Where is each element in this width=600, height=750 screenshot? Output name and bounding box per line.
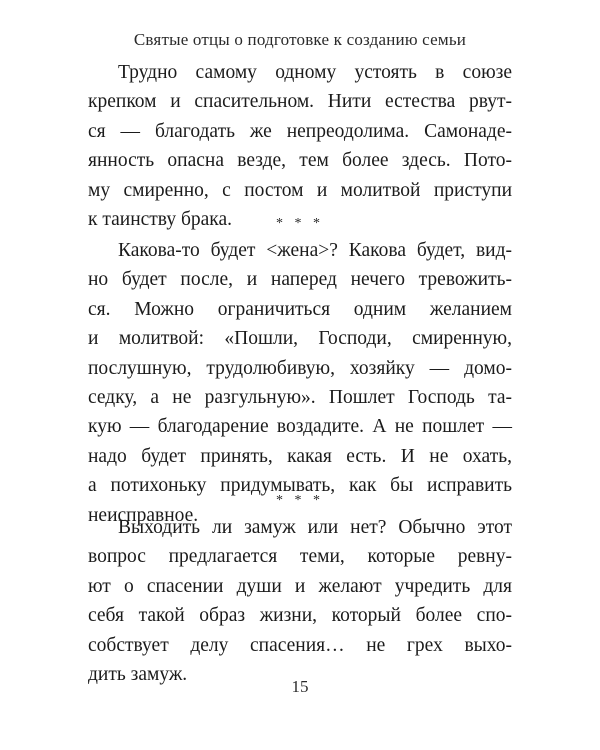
paragraph-line: послушную, трудолюбивую, хозяйку — домо-: [88, 357, 512, 379]
paragraph-line: неисправное.: [88, 504, 199, 526]
paragraph-1: [88, 58, 512, 234]
paragraph-line: янность опасна везде, тем более здесь. Пото-: [88, 150, 512, 172]
page-number: 15: [291, 677, 309, 696]
paragraph-line: надо будет принять, какая есть. И не охать,: [88, 445, 512, 467]
paragraph-line: седку, а не разгульную». Пошлет Господь та-: [88, 387, 512, 409]
paragraph-line: собствует делу спасения… не грех выхо-: [88, 634, 512, 656]
paragraph-line: Какова-то будет <жена>? Какова будет, вид-: [118, 240, 512, 261]
paragraph-line: и молитвой: «Пошли, Господи, смиренную,: [88, 328, 512, 350]
paragraph-line: ся — благодать же непреодолима. Самонаде-: [88, 120, 512, 142]
paragraph-line: ся. Можно ограничиться одним желанием: [88, 298, 512, 320]
paragraph-line: дить замуж.: [88, 664, 188, 686]
paragraph-line: к таинству брака.: [88, 209, 233, 231]
running-header: Святые отцы о подготовке к созданию семьи: [133, 30, 467, 49]
paragraph-line: крепком и спасительном. Нити естества рвут-: [88, 91, 512, 113]
paragraph-line: ют о спасении души и желают учредить для: [88, 575, 512, 597]
paragraph-line: но будет после, и наперед нечего тревожить-: [88, 269, 512, 291]
paragraph-2: [88, 236, 512, 530]
paragraph-line: себя такой образ жизни, который более спо-: [88, 605, 512, 627]
paragraph-line: Трудно самому одному устоять в союзе: [118, 62, 512, 83]
paragraph-3: [88, 513, 512, 689]
section-separator: * * *: [276, 216, 324, 231]
paragraph-line: а потихоньку придумывать, как бы исправить: [88, 475, 512, 497]
section-separator: * * *: [276, 493, 324, 508]
paragraph-line: вопрос предлагается теми, которые ревну-: [88, 546, 512, 568]
paragraph-line: кую — благодарение воздадите. А не пошлет —: [88, 416, 512, 438]
paragraph-line: Выходить ли замуж или нет? Обычно этот: [118, 517, 512, 538]
paragraph-line: му смиренно, с постом и молитвой приступи: [88, 179, 512, 201]
